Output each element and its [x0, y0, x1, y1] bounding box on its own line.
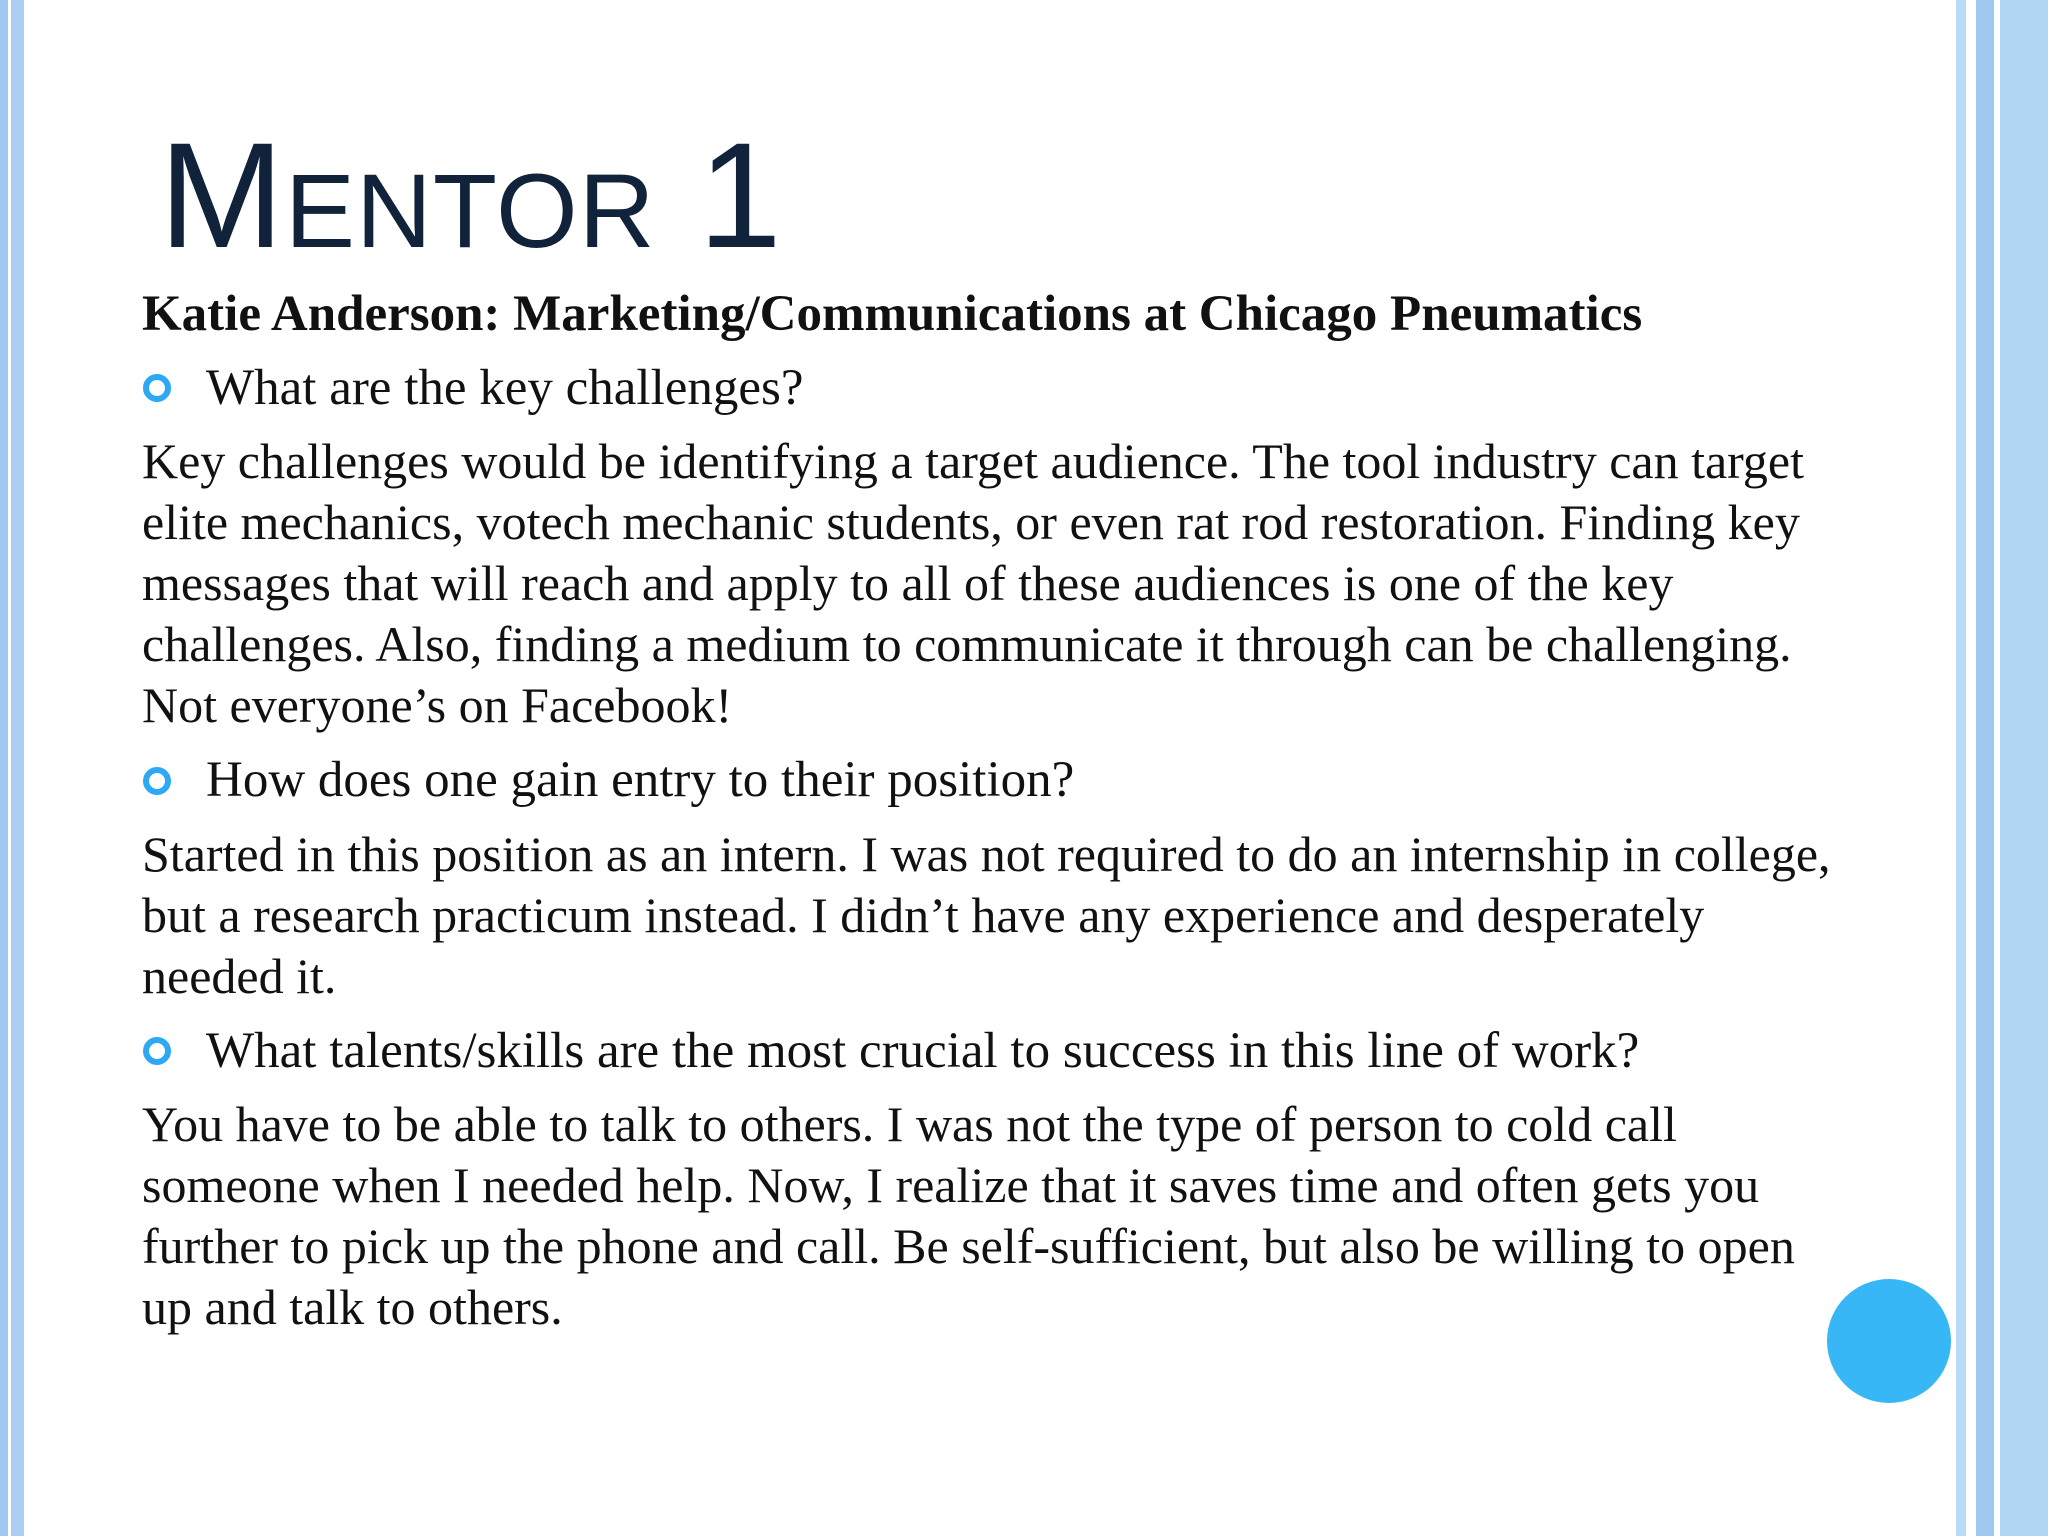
answer-1: Key challenges would be identifying a target audience. The tool industry can target elite mechanics, votech mechanic students, or even rat rod restoration. Finding key messages that will reach and apply to all of these audiences is one of the key challenges. Also, finding a medium to communicate it through can be challenging. Not everyone’s on Facebook! [142, 433, 1804, 734]
answer-2: Started in this position as an intern. I was not required to do an internship in college, but a research practicum instead. I didn’t have any experience and desperately needed it. [142, 825, 1831, 1004]
answer-3: You have to be able to talk to others. I was not the type of person to cold call someone when I needed help. Now, I realize that it saves time and often gets you further to pick up the phone and call. Be self-sufficient, but also be willing to open up and talk to others. [142, 1095, 1795, 1335]
question-2-text: How does one gain entry to their position? [206, 752, 1075, 809]
blue-circle-icon [1827, 1279, 1951, 1403]
left-decorative-border [0, 0, 24, 1536]
ring-bullet-icon [143, 767, 171, 795]
question-2 [142, 749, 1844, 811]
slide-content [142, 111, 1844, 1351]
question-3-text: What talents/skills are the most crucial to success in this line of work? [206, 1022, 1640, 1079]
question-1-text: What are the key challenges? [206, 360, 804, 417]
question-1 [142, 357, 1844, 419]
right-decorative-border [1956, 0, 2048, 1536]
ring-bullet-icon [143, 1037, 171, 1065]
slide-title: Mentor 1 [159, 111, 783, 279]
mentor-heading: Katie Anderson: Marketing/Communications at Chicago Pneumatics [142, 286, 1643, 342]
ring-bullet-icon [143, 374, 171, 402]
question-3 [142, 1020, 1844, 1082]
